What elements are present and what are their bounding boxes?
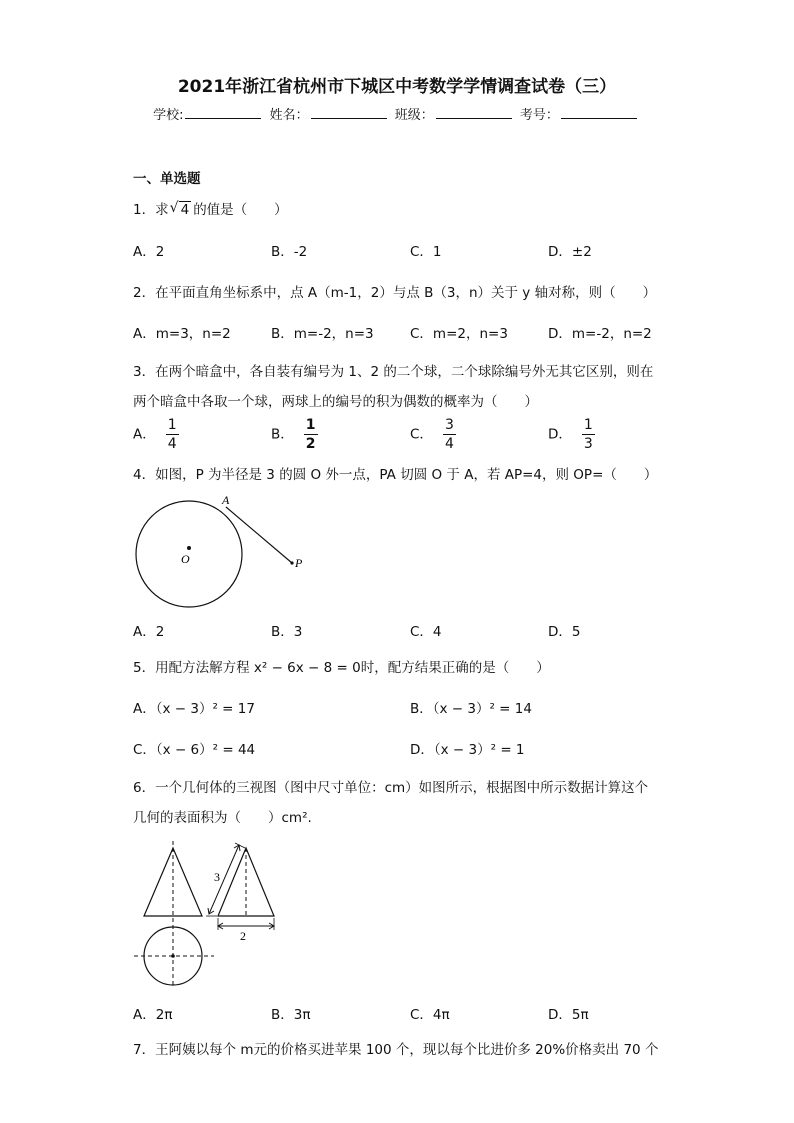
q3-option-b-letter: B．: [271, 426, 294, 443]
denominator: 2: [305, 436, 316, 452]
q1-option-a[interactable]: A．2: [133, 244, 165, 260]
page-title: 2021年浙江省杭州市下城区中考数学学情调查试卷（三）: [177, 77, 617, 97]
q1-option-b[interactable]: B．-2: [271, 244, 308, 260]
q5-option-c[interactable]: C．（x − 6）² = 44: [133, 742, 256, 758]
q4-option-c[interactable]: C．4: [410, 624, 442, 640]
name-label: 姓名：: [269, 108, 309, 123]
number-blank: [561, 106, 637, 119]
q1-prefix: 1．求: [133, 202, 169, 218]
slant-extension-top: [235, 843, 245, 848]
student-info-line: [0, 104, 794, 123]
q2-option-a[interactable]: A．m=3，n=2: [133, 326, 231, 342]
denominator: 4: [444, 436, 454, 452]
q1-radicand: 4: [180, 202, 190, 218]
q3-option-b[interactable]: [271, 418, 318, 451]
question-7-stem-line-1: 7．王阿姨以每个 m元的价格买进苹果 100 个，现以每个比进价多 20%价格卖出 70 个: [133, 1042, 659, 1058]
question-1-stem: [133, 198, 288, 218]
q4-option-d[interactable]: D．5: [548, 624, 581, 640]
q3-option-c-letter: C．: [410, 426, 433, 443]
q3-option-a-letter: A．: [133, 426, 156, 443]
q3-option-a-fraction: [166, 418, 179, 451]
point-p: [290, 561, 293, 564]
q3-option-c[interactable]: [410, 418, 456, 451]
top-view-center: [171, 954, 175, 958]
q6-option-a[interactable]: A．2π: [133, 1007, 173, 1023]
q4-circle-tangent-figure: [130, 490, 320, 610]
question-2-stem: 2．在平面直角坐标系中，点 A（m-1，2）与点 B（3，n）关于 y 轴对称，则（ ）: [133, 285, 657, 301]
question-6-stem-line-1: 6．一个几何体的三视图（图中尺寸单位：cm）如图所示，根据图中所示数据计算这个: [133, 780, 649, 796]
numerator: 1: [305, 417, 316, 433]
number-label: 考号：: [519, 108, 559, 123]
q2-option-c[interactable]: C．m=2，n=3: [410, 326, 508, 342]
class-blank: [436, 106, 512, 119]
label-o: O: [181, 552, 190, 566]
question-3-stem-line-2: 两个暗盒中各取一个球，两球上的编号的积为偶数的概率为（ ）: [133, 394, 538, 410]
q3-option-d-letter: D．: [548, 426, 572, 443]
base-label: 2: [240, 929, 246, 943]
label-p: P: [295, 556, 303, 570]
q4-option-b[interactable]: B．3: [271, 624, 303, 640]
tangent-line-pa: [226, 507, 292, 563]
question-6-stem-line-2: 几何的表面积为（ ）cm².: [133, 810, 312, 826]
q5-option-b[interactable]: B．（x − 3）² = 14: [410, 701, 532, 717]
q3-option-c-fraction: [443, 418, 456, 451]
numerator: 1: [167, 417, 177, 433]
question-4-stem: 4．如图，P 为半径是 3 的圆 O 外一点，PA 切圆 O 于 A，若 AP=4，则 OP=（ ）: [133, 467, 658, 483]
denominator: 4: [167, 436, 177, 452]
school-label: 学校:: [153, 108, 184, 123]
sqrt-sign: [171, 202, 192, 218]
school-blank: [185, 106, 261, 119]
q6-three-view-figure: [130, 836, 290, 996]
q4-option-a[interactable]: A．2: [133, 624, 165, 640]
numerator: 1: [583, 417, 593, 433]
slant-label: 3: [214, 870, 220, 884]
question-3-stem-line-1: 3．在两个暗盒中，各自装有编号为 1、2 的二个球，二个球除编号外无其它区别，则在: [133, 364, 654, 380]
label-a: A: [222, 493, 230, 507]
q3-option-d-fraction: [582, 418, 595, 451]
q3-option-d[interactable]: [548, 418, 595, 451]
q2-option-d[interactable]: D．m=-2，n=2: [548, 326, 652, 342]
q1-option-d[interactable]: D．±2: [548, 244, 592, 260]
section-heading: 一、单选题: [133, 171, 201, 187]
q5-option-d[interactable]: D．（x − 3）² = 1: [410, 742, 525, 758]
q2-option-b[interactable]: B．m=-2，n=3: [271, 326, 374, 342]
q1-suffix: 的值是（ ）: [193, 202, 288, 218]
name-blank: [311, 106, 387, 119]
q6-option-b[interactable]: B．3π: [271, 1007, 311, 1023]
question-5-stem: 5．用配方法解方程 x² − 6x − 8 = 0时，配方结果正确的是（ ）: [133, 660, 550, 676]
q3-option-b-fraction: [304, 418, 318, 451]
q5-option-a[interactable]: A．（x − 3）² = 17: [133, 701, 255, 717]
denominator: 3: [583, 436, 593, 452]
class-label: 班级：: [394, 108, 434, 123]
q1-option-c[interactable]: C．1: [410, 244, 442, 260]
q6-option-c[interactable]: C．4π: [410, 1007, 450, 1023]
numerator: 3: [444, 417, 454, 433]
q6-option-d[interactable]: D．5π: [548, 1007, 589, 1023]
q3-option-a[interactable]: [133, 418, 179, 451]
center-point: [187, 546, 191, 550]
